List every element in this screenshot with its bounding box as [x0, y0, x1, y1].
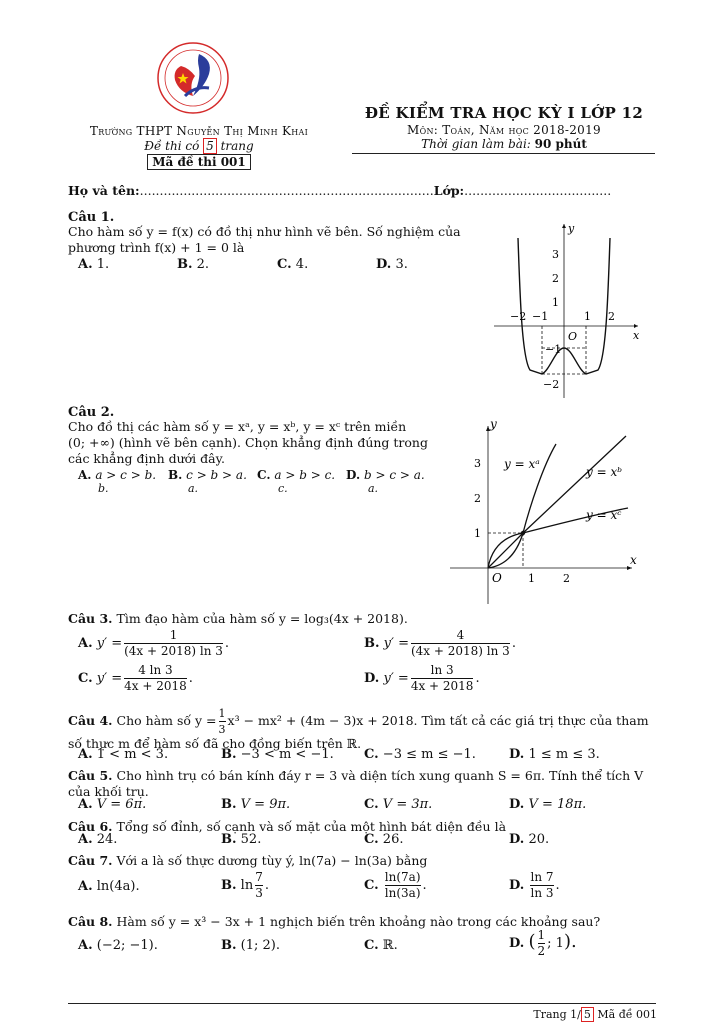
- q6-question: Câu 6. Tổng số đỉnh, số cạnh và số mặt của một hình bát diện đều là: [68, 819, 507, 834]
- name-field[interactable]: ..........................................................................: [139, 183, 434, 198]
- q5-option-a[interactable]: A. V = 6π.: [78, 797, 147, 812]
- q7-label: Câu 7.: [68, 853, 113, 868]
- exam-title: ĐỀ KIỂM TRA HỌC KỲ I LỚP 12: [364, 104, 644, 122]
- school-logo: [155, 40, 231, 116]
- q3-text: Tìm đạo hàm của hàm số y = log₃(4x + 2018).: [116, 611, 408, 626]
- q6-option-c[interactable]: C. 26.: [364, 832, 404, 847]
- exam-code: Mã đề thi 001: [147, 154, 251, 170]
- q4-question: Câu 4. Cho hàm số y = $\frac{1}{3}$ x³ − mx² + (4m − 3)x + 2018. Tìm tất cả các giá trị thực của tham: [68, 707, 649, 736]
- q8-label: Câu 8.: [68, 914, 113, 929]
- name-label: Họ và tên:: [68, 183, 140, 198]
- g2-xtick-1: 1: [528, 572, 535, 585]
- q6-label: Câu 6.: [68, 819, 113, 834]
- q2-option-d-wrap: a.: [368, 482, 379, 495]
- q4-label: Câu 4.: [68, 713, 113, 728]
- q1-option-b[interactable]: B. 2.: [177, 257, 210, 272]
- q3-option-a[interactable]: A. y′ = $\frac{1}{(4x + 2018) \ln 3}$ .: [78, 628, 230, 658]
- g1-y-label: y: [568, 222, 575, 235]
- q7-option-c[interactable]: C. $\frac{\ln(7a)}{\ln(3a)}$ .: [364, 870, 427, 900]
- g2-ytick-2: 2: [474, 492, 481, 505]
- g1-xtick-1: 1: [584, 310, 591, 323]
- q3-option-c[interactable]: C. y′ = $\frac{4 \ln 3}{4x + 2018}$ .: [78, 663, 193, 693]
- g1-ytick-neg2: −2: [543, 378, 560, 391]
- g2-xtick-2: 2: [563, 572, 570, 585]
- q4-option-d[interactable]: D. 1 ≤ m ≤ 3.: [509, 747, 600, 762]
- q2-text-1: Cho đồ thị các hàm số y = xᵃ, y = xᵇ, y = xᶜ trên miền: [68, 419, 407, 434]
- g2-ytick-1: 1: [474, 527, 481, 540]
- pages-count: 5: [203, 138, 217, 154]
- q2-option-a[interactable]: A. a > c > b.: [78, 468, 157, 482]
- g2-ytick-3: 3: [474, 457, 481, 470]
- q7-option-b[interactable]: B. ln $\frac{7}{3}$ .: [221, 870, 269, 900]
- q3-question: [68, 611, 408, 626]
- q7-option-d[interactable]: D. $\frac{\ln 7}{\ln 3}$ .: [509, 870, 560, 900]
- q8-option-c[interactable]: C. ℝ.: [364, 938, 398, 953]
- g2-label-b: y = xᵇ: [586, 465, 623, 479]
- exam-time: [348, 137, 660, 151]
- exam-subject: Môn: Toán, Năm học 2018-2019: [407, 123, 601, 137]
- q4-option-b[interactable]: B. −3 < m < −1.: [221, 747, 334, 762]
- logo-emblem-icon: [155, 40, 231, 116]
- q4-option-a[interactable]: A. 1 < m < 3.: [78, 747, 169, 762]
- q1-text-2: phương trình f(x) + 1 = 0 là: [68, 240, 245, 255]
- q5-option-b[interactable]: B. V = 9π.: [221, 797, 291, 812]
- q8-option-a[interactable]: A. (−2; −1).: [78, 938, 158, 953]
- exam-code-wrapper: [64, 155, 334, 170]
- q2-option-b-wrap: a.: [188, 482, 199, 495]
- time-value: 90 phút: [534, 137, 587, 151]
- q2-text-2: (0; +∞) (hình vẽ bên cạnh). Chọn khẳng định đúng trong: [68, 435, 428, 450]
- q2-text-3: các khẳng định dưới đây.: [68, 451, 225, 466]
- q3-label: Câu 3.: [68, 611, 113, 626]
- q5-label: Câu 5.: [68, 768, 113, 783]
- q4-option-c[interactable]: C. −3 ≤ m ≤ −1.: [364, 747, 476, 762]
- pages-suffix: trang: [216, 139, 254, 153]
- student-info-line: [68, 183, 688, 198]
- q6-option-b[interactable]: B. 52.: [221, 832, 262, 847]
- q7-question: Câu 7. Với a là số thực dương tùy ý, ln(7a) − ln(3a) bằng: [68, 853, 428, 868]
- q1-label: Câu 1.: [68, 210, 115, 225]
- footer-total: 5: [581, 1007, 594, 1022]
- q2-graph: [448, 416, 648, 606]
- g1-origin: O: [568, 330, 578, 343]
- g2-x-label: x: [630, 553, 637, 567]
- g1-ytick-neg1: −1: [545, 343, 562, 356]
- q3-option-d[interactable]: D. y′ = $\frac{\ln 3}{4x + 2018}$ .: [364, 663, 480, 693]
- footer-page: Trang 1/ 5 Mã đề 001: [533, 1008, 657, 1021]
- g2-origin: O: [492, 571, 502, 585]
- page-count-line: [64, 139, 334, 153]
- q6-option-a[interactable]: A. 24.: [78, 832, 118, 847]
- q4-text-2: số thực m để hàm số đã cho đồng biến trên ℝ.: [68, 736, 362, 751]
- school-name: Trường THPT Nguyễn Thị Minh Khai: [89, 124, 309, 138]
- header-underline: [352, 153, 655, 154]
- q1-text-1: Cho hàm số y = f(x) có đồ thị như hình vẽ bên. Số nghiệm của: [68, 224, 461, 239]
- pages-prefix: Đề thi có: [144, 139, 204, 153]
- g1-x-label: x: [633, 329, 640, 342]
- g2-label-a: y = xᵃ: [504, 457, 540, 471]
- q5-question: Câu 5. Cho hình trụ có bán kính đáy r = 3 và diện tích xung quanh S = 6π. Tính thể tích V: [68, 768, 644, 783]
- g1-ytick-2: 2: [552, 272, 559, 285]
- g1-xtick-neg2: −2: [510, 310, 527, 323]
- q5-text-2: của khối trụ.: [68, 784, 149, 799]
- q1-graph: [488, 218, 648, 403]
- g1-ytick-3: 3: [552, 248, 559, 261]
- g2-y-label: y: [490, 417, 497, 431]
- q5-option-d[interactable]: D. V = 18π.: [509, 797, 587, 812]
- q1-option-a[interactable]: A. 1.: [78, 257, 110, 272]
- q2-option-b[interactable]: B. c > b > a.: [168, 468, 247, 482]
- q5-option-c[interactable]: C. V = 3π.: [364, 797, 433, 812]
- q8-question: Câu 8. Hàm số y = x³ − 3x + 1 nghịch biến trên khoảng nào trong các khoảng sau?: [68, 914, 601, 929]
- class-label: Lớp:: [433, 183, 465, 198]
- q7-option-a[interactable]: A. ln(4a).: [78, 879, 140, 894]
- g1-ytick-1: 1: [552, 296, 559, 309]
- footer-rule: [68, 1003, 656, 1004]
- q2-option-c-wrap: c.: [278, 482, 288, 495]
- q2-option-d[interactable]: D. b > c > a.: [346, 468, 425, 482]
- q8-option-b[interactable]: B. (1; 2).: [221, 938, 280, 953]
- time-label: Thời gian làm bài:: [421, 137, 535, 151]
- g1-xtick-2: 2: [608, 310, 615, 323]
- g2-label-c: y = xᶜ: [586, 508, 622, 522]
- q2-option-c[interactable]: C. a > b > c.: [257, 468, 336, 482]
- g2-curve-b: [488, 436, 626, 568]
- q3-option-b[interactable]: B. y′ = $\frac{4}{(4x + 2018) \ln 3}$ .: [364, 628, 516, 658]
- g1-xtick-neg1: −1: [532, 310, 549, 323]
- q2-label: Câu 2.: [68, 405, 115, 420]
- q2-option-a-wrap: b.: [98, 482, 109, 495]
- q6-option-d[interactable]: D. 20.: [509, 832, 550, 847]
- q1-option-c[interactable]: C. 4.: [277, 257, 309, 272]
- q8-option-d[interactable]: D. ( $\frac{1}{2}$ ; 1).: [509, 928, 577, 958]
- class-field[interactable]: .....................................: [464, 183, 612, 198]
- q1-option-d[interactable]: D. 3.: [376, 257, 408, 272]
